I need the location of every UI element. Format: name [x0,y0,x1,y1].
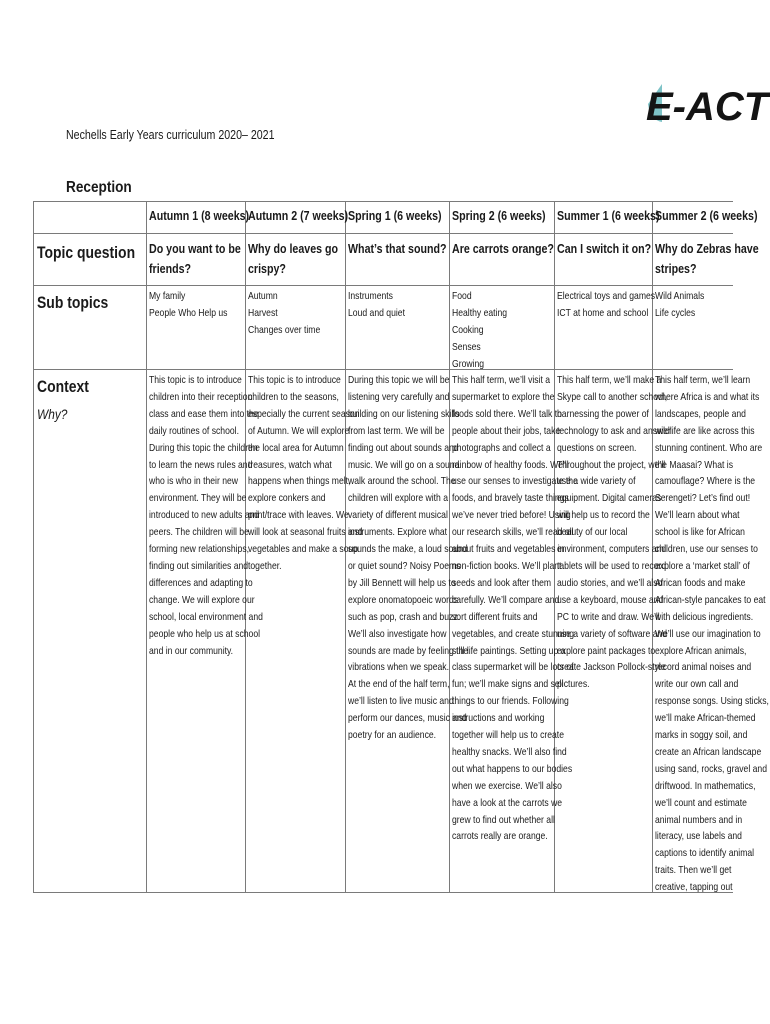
context-line: vegetables, and create stunning [452,627,575,640]
context-line: we’ll make African-themed [655,712,756,725]
column-heading-spring-1: Spring 1 (6 weeks) [348,208,442,223]
context-line: This topic is to introduce [248,374,341,386]
context-line: together. [248,559,282,572]
context-line: class and ease them into the [149,407,259,420]
question-line: Do you want to be [149,241,241,256]
question-line: stripes? [655,261,697,276]
context-line: finding out similarities and [149,559,249,572]
context-line: foods, and bravely taste things [452,492,569,505]
context-line: to learn the news rules and [149,458,253,471]
context-line: daily routines of school. [149,424,239,437]
context-line: explore African animals, [655,644,747,657]
context-line: out what happens to our bodies [452,762,573,775]
column-heading-autumn-1: Autumn 1 (8 weeks) [149,208,250,223]
context-line: grew to find out whether all [452,813,555,826]
subtopic-item: Changes over time [248,323,321,336]
question-line: crispy? [248,261,286,276]
question-line: friends? [149,261,192,276]
context-line: landscapes, people and [655,407,746,420]
subtopic-item: Instruments [348,290,393,302]
column-heading-summer-1: Summer 1 (6 weeks) [557,208,660,223]
context-line: school is like for African [655,526,745,539]
context-line: We’ll learn about what [655,509,740,522]
context-line: captions to identify animal [655,847,755,860]
context-line: literacy, use labels and [655,830,742,843]
context-line: when we exercise. We’ll also [452,779,562,792]
subtopics-autumn-2 [248,288,320,339]
context-line: This topic is to introduce [149,374,242,386]
context-line: This half term, we’ll learn [655,374,751,386]
context-line: the Maasai? What is [655,458,734,471]
context-line: children into their reception [149,390,253,403]
context-line: tablets will be used to record [557,559,667,572]
context-line: stunning continent. Who are [655,441,763,454]
context-line: using sand, rocks, gravel and [655,762,767,775]
context-line: beauty of our local [557,526,628,539]
context-spring-1 [348,372,468,744]
subtopic-item: My family [149,290,186,302]
context-line: class supermarket will be lots of [452,661,574,674]
context-line: school, local environment and [149,610,263,623]
context-line: record animal noises and [655,661,752,674]
context-line: forming new relationships, [149,543,250,556]
context-line: write our own call and [655,678,739,691]
topic-question-spring-1 [348,239,447,259]
context-line: peers. The children will be [149,526,249,539]
context-line: technology to ask and answer [557,424,671,437]
context-line: camouflage? Where is the [655,475,756,488]
context-line: things to our friends. Following [452,695,569,708]
context-line: we’ve never tried before! Using [452,509,571,522]
subtopics-autumn-1 [149,288,228,322]
subtopics-summer-2 [655,288,704,322]
context-line: driftwood. In mathematics, [655,779,756,792]
subtopics-summer-1 [557,288,655,322]
context-line: introduced to new adults and [149,509,260,522]
context-line: still life paintings. Setting up a [452,644,566,657]
column-heading-summer-2: Summer 2 (6 weeks) [655,208,758,223]
subtopic-item: Growing [452,357,485,370]
context-line: pictures. [557,678,590,691]
context-line: where Africa is and what its [655,390,760,403]
column-heading-spring-2: Spring 2 (6 weeks) [452,208,546,223]
context-line: happens when things melt, [248,475,351,488]
context-line: vegetables and make a soup [248,543,359,556]
context-line: use our senses to investigate the [452,475,578,488]
context-line: At the end of the half term, [348,678,450,691]
context-line: This half term, we’ll visit a [452,374,551,386]
context-line: people about their jobs, take [452,424,561,437]
context-line: equipment. Digital cameras [557,492,662,505]
context-line: explore conkers and [248,492,326,505]
context-line: animal numbers and in [655,813,743,826]
row-label-sub-topics: Sub topics [37,293,109,312]
context-line: by Jill Bennett will help us to [348,576,456,589]
context-line: response songs. Using sticks, [655,695,769,708]
topic-question-autumn-2 [248,239,338,279]
context-line: carefully. We’ll compare and [452,593,560,606]
context-line: use a wide variety of [557,475,636,488]
context-line: use a variety of software and [557,627,668,640]
context-line: explore onomatopoeic words [348,593,459,606]
context-line: variety of different musical [348,509,448,522]
context-line: building on our listening skills [348,407,460,420]
context-line: children will explore with a [348,492,449,505]
context-line: Skype call to another school, [557,390,668,403]
context-line: and in our community. [149,644,234,657]
context-line: create Jackson Pollock-style [557,661,666,674]
context-line: explore paint packages to [557,644,656,657]
context-line: who is who in their new [149,475,239,488]
context-line: walk around the school. The [348,475,456,488]
context-line: we’ll count and estimate [655,796,747,809]
subtopics-spring-2 [452,288,507,373]
context-line: audio stories, and we’ll also [557,576,663,589]
context-line: African-style pancakes to eat [655,593,766,606]
subtopic-item: Life cycles [655,306,696,319]
context-line: with delicious ingredients. [655,610,754,623]
context-line: children, use our senses to [655,543,758,556]
context-line: African foods and make [655,576,746,589]
context-line: will help us to record the [557,509,650,522]
context-line: music. We will go on a sound [348,458,460,471]
context-line: listening very carefully and [348,390,450,403]
column-heading-autumn-2: Autumn 2 (7 weeks) [248,208,349,223]
curriculum-table [33,201,769,894]
context-line: environment, computers and [557,543,667,556]
svg-text:E-ACT: E-ACT [646,85,769,129]
question-line: What’s that sound? [348,241,447,256]
context-line: PC to write and draw. We’ll [557,610,660,623]
context-line: sounds the make, a loud sound [348,543,468,556]
context-summer-1 [557,372,671,693]
context-line: we’ll listen to live music and [348,695,454,708]
question-line: Why do leaves go [248,241,339,256]
context-line: together will help us to create [452,729,564,742]
context-line: change. We will explore our [149,593,255,606]
subtopic-item: People Who Help us [149,306,228,319]
subtopic-item: Healthy eating [452,306,508,319]
context-line: the local area for Autumn [248,441,344,454]
context-line: print/trace with leaves. We [248,509,349,522]
row-label-why: Why? [37,406,68,422]
section-title: Reception [66,179,132,196]
context-line: marks in soggy soil, and [655,729,748,742]
context-line: or quiet sound? Noisy Poems [348,559,461,572]
question-line: Are carrots orange? [452,241,554,256]
context-line: sort different fruits and [452,610,538,623]
context-line: from last term. We will be [348,424,445,437]
context-line: vibrations when we speak. [348,661,449,674]
context-line: about fruits and vegetables in [452,543,565,556]
context-line: We’ll also investigate how [348,627,447,640]
subtopic-item: Harvest [248,306,278,319]
context-line: such as pop, crash and buzz. [348,610,461,623]
context-line: seeds and look after them [452,576,552,589]
row-label-topic-question: Topic question [37,243,136,262]
topic-question-summer-2 [655,239,759,279]
context-line: healthy snacks. We’ll also find [452,745,567,758]
context-line: We’ll use our imagination to [655,627,761,640]
context-line: finding out about sounds and [348,441,459,454]
context-line: wildlife are like across this [655,424,755,437]
question-line: Can I switch it on? [557,241,652,256]
e-act-logo [640,70,769,132]
context-line: poetry for an audience. [348,729,437,742]
context-line: traits. Then we’ll get [655,864,732,877]
context-line: our research skills, we’ll read all [452,526,574,539]
context-autumn-1 [149,372,263,659]
subtopic-item: Wild Animals [655,290,705,302]
context-line: children to the seasons, [248,390,339,403]
subtopic-item: Senses [452,340,481,353]
topic-question-summer-1 [557,239,651,259]
context-line: use a keyboard, mouse and [557,593,664,606]
context-summer-2 [655,372,769,896]
subtopic-item: Cooking [452,323,484,336]
context-line: fun; we’ll make signs and sell [452,678,564,691]
question-line: Why do Zebras have [655,241,759,256]
subtopics-spring-1 [348,288,405,322]
context-line: Throughout the project, we’ll [557,458,666,471]
context-line: During this topic the children [149,441,258,454]
context-line: explore a ‘market stall’ of [655,559,750,572]
context-line: instruments. Explore what [348,526,448,539]
context-line: harnessing the power of [557,407,649,420]
context-line: of Autumn. We will explore [248,424,350,437]
context-line: people who help us at school [149,627,261,640]
context-line: questions on screen. [557,441,637,454]
document-title: Nechells Early Years curriculum 2020– 2021 [66,128,275,142]
row-label-context: Context [37,377,89,396]
context-line: differences and adapting to [149,576,253,589]
context-line: will look at seasonal fruits and [248,526,363,539]
context-line: This half term, we’ll make a [557,374,662,386]
subtopic-item: Electrical toys and games [557,290,656,302]
topic-question-autumn-1 [149,239,241,279]
context-line: creative, tapping out [655,881,733,894]
context-autumn-2 [248,372,362,575]
context-line: create an African landscape [655,745,762,758]
subtopic-item: Loud and quiet [348,306,405,319]
context-line: Serengeti? Let’s find out! [655,492,751,505]
context-line: environment. They will be [149,492,247,505]
context-line: photographs and collect a [452,441,551,454]
context-line: supermarket to explore the [452,390,555,403]
subtopic-item: Food [452,290,472,302]
context-line: especially the current season [248,407,360,420]
context-line: perform our dances, music and [348,712,467,725]
subtopic-item: ICT at home and school [557,306,649,319]
context-line: rainbow of healthy foods. We’ll [452,458,569,471]
context-line: treasures, watch what [248,458,332,471]
context-line: carrots really are orange. [452,830,548,843]
context-line: sounds are made by feeling the [348,644,469,657]
topic-question-spring-2 [452,239,554,259]
context-line: foods sold there. We’ll talk to [452,407,562,420]
subtopic-item: Autumn [248,290,278,302]
context-line: have a look at the carrots we [452,796,563,809]
context-line: instructions and working [452,712,545,725]
context-line: During this topic we will be [348,374,450,386]
context-line: non-fiction books. We’ll plant [452,559,562,572]
